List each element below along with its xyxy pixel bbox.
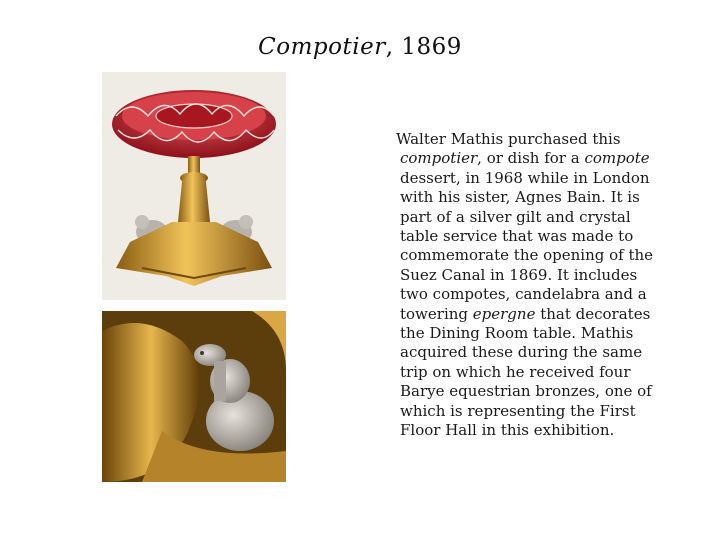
text-run: Floor Hall in this exhibition. — [400, 421, 615, 440]
description-line — [396, 246, 686, 265]
description-line — [396, 305, 686, 324]
page-title — [0, 34, 720, 60]
description-line — [396, 169, 686, 188]
text-run: Suez Canal in 1869. It includes — [400, 265, 638, 284]
description-line — [396, 382, 686, 401]
description-line — [396, 149, 686, 168]
description-line — [396, 421, 686, 440]
text-run: Barye equestrian bronzes, one of — [400, 382, 652, 401]
text-run: Walter Mathis purchased this — [396, 130, 621, 148]
italic-term: compote — [584, 149, 650, 168]
description-line — [396, 285, 686, 304]
description-line — [396, 266, 686, 285]
description-line — [396, 363, 686, 382]
text-run: commemorate the opening of the — [400, 246, 654, 265]
text-run: acquired these during the same — [400, 343, 643, 362]
text-run: with his sister, Agnes Bain. It is — [400, 188, 640, 207]
text-run: which is representing the First — [400, 401, 636, 420]
text-run: table service that was made to — [400, 227, 634, 246]
italic-term: epergne — [472, 304, 536, 323]
title-italic: Compotier — [258, 34, 386, 60]
text-run: part of a silver gilt and crystal — [400, 207, 631, 226]
text-run: dessert, in 1968 while in London — [400, 168, 650, 187]
description-line — [396, 324, 686, 343]
description-line — [396, 208, 686, 227]
description-line — [396, 130, 686, 149]
title-year: , 1869 — [385, 34, 462, 60]
compotier-detail-photo — [102, 311, 286, 482]
description-line — [396, 343, 686, 362]
text-run: two compotes, candelabra and a — [400, 285, 647, 304]
compotier-photo — [102, 72, 286, 300]
description-line — [396, 402, 686, 421]
text-run: , or dish for a — [477, 149, 585, 168]
description-line — [396, 188, 686, 207]
text-run: that decorates — [535, 304, 651, 323]
description-line — [396, 227, 686, 246]
text-run: towering — [400, 304, 473, 323]
text-run: trip on which he received four — [400, 362, 631, 381]
text-run: the Dining Room table. Mathis — [400, 324, 634, 343]
description — [396, 130, 686, 441]
italic-term: compotier — [400, 149, 478, 168]
